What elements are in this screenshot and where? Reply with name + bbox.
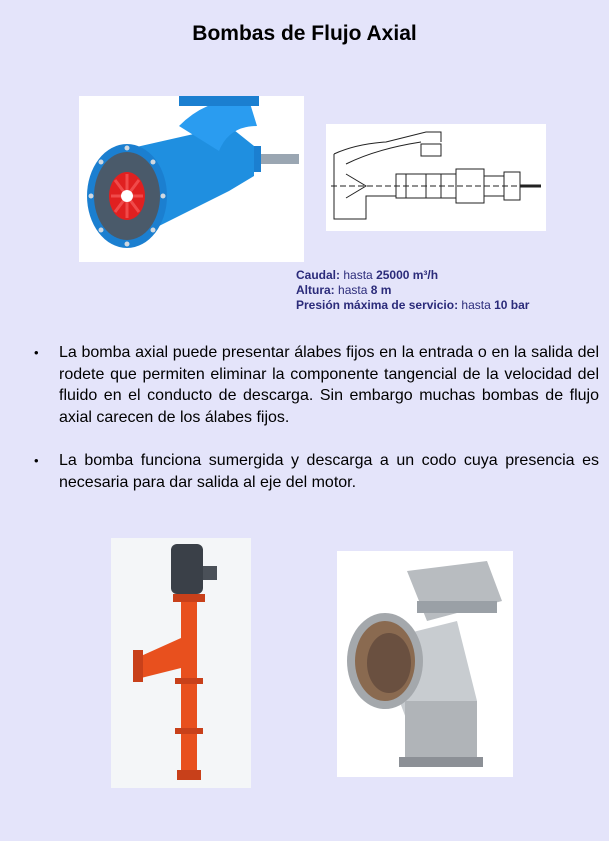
spec-caudal [296,268,529,283]
spec-caudal-value: 25000 m³/h [376,268,439,282]
spec-altura-value: 8 m [370,283,392,297]
list-item-text: La bomba axial puede presentar álabes fijos en la entrada o en la salida del rodete que permiten eliminar la componente tangencial de la velocidad del fluido en el conducto de descarga. Sin embargo muchas bombas de flujo axial carecen de los álabes fijos. [59,344,599,426]
steel-elbow-pump-photo [337,551,513,777]
spec-altura [296,283,529,298]
spec-caudal-prefix: hasta [343,268,373,282]
list-item [34,342,599,428]
axial-pump-photo [79,96,304,262]
spec-altura-prefix: hasta [338,283,368,297]
spec-presion [296,298,529,313]
bullet-list [34,342,599,515]
bullet-icon: • [34,453,39,468]
list-item [34,450,599,493]
spec-presion-label: Presión máxima de servicio: [296,298,459,312]
pump-specifications [296,268,529,313]
page-title: Bombas de Flujo Axial [192,22,417,45]
spec-caudal-label: Caudal: [296,268,341,282]
bullet-icon: • [34,345,39,360]
vertical-pump-photo [111,538,251,788]
pump-cross-section-drawing [326,124,546,231]
spec-presion-prefix: hasta [461,298,491,312]
list-item-text: La bomba funciona sumergida y descarga a un codo cuya presencia es necesaria para dar salida al eje del motor. [59,452,599,491]
spec-altura-label: Altura: [296,283,335,297]
spec-presion-value: 10 bar [494,298,530,312]
